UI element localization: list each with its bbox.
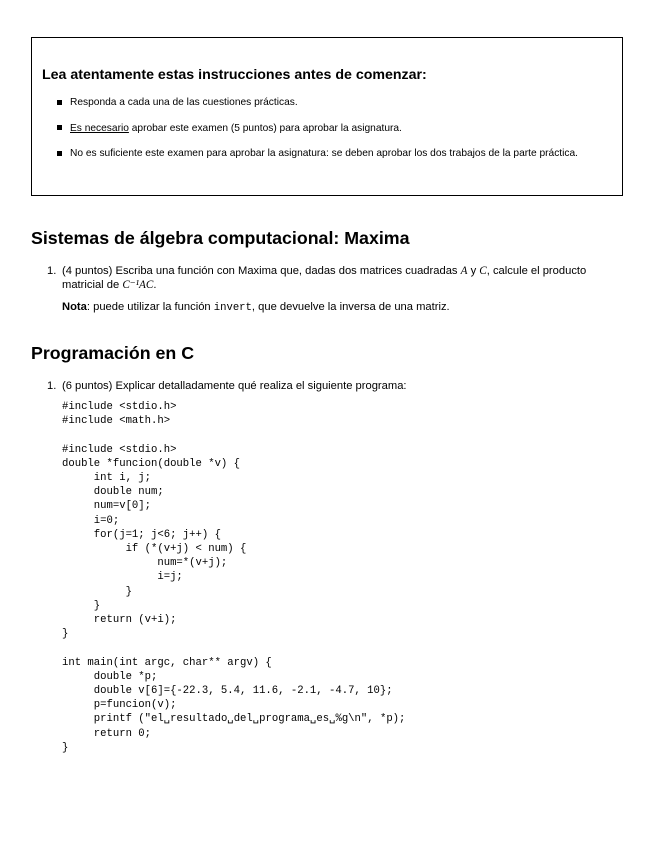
section-title-maxima: Sistemas de álgebra computacional: Maxima xyxy=(31,228,410,248)
question-text-part: , calcule el producto matricial de xyxy=(62,265,587,291)
note-text: : puede utilizar la función xyxy=(86,301,214,313)
note-label: Nota xyxy=(62,301,87,313)
question-c xyxy=(47,379,625,393)
instruction-text: Responda a cada una de las cuestiones prácticas. xyxy=(70,97,298,108)
instruction-emphasis: Es necesario xyxy=(70,122,129,134)
instructions-title: Lea atentamente estas instrucciones antes de comenzar: xyxy=(42,67,427,83)
question-maxima xyxy=(47,264,625,292)
question-number: 1. xyxy=(47,265,57,277)
note-code: invert xyxy=(213,302,252,314)
instruction-item xyxy=(56,96,616,109)
question-text: (6 puntos) Explicar detalladamente qué realiza el siguiente programa: xyxy=(62,380,407,392)
instruction-text: aprobar este examen (5 puntos) para aprobar la asignatura. xyxy=(131,122,402,134)
question-number: 1. xyxy=(47,380,57,392)
math-var: A xyxy=(460,265,468,277)
c-code-listing: #include <stdio.h> #include <math.h> #include <stdio.h> double *funcion(double *v) { int i, j; double num; num=v[0]; i=0; for(j=1; j<6; j++) { if (*(v+j) < num) { num=*(v+j); i=j; } } return (v+i); } int main(int argc, char** argv) { double *p; double v[6]={-22.3, 5.4, 11.6, -2.1, -4.7, 10}; p=funcion(v); printf ("el␣resultado␣del␣programa␣es␣%g\n", *p); return 0; } xyxy=(62,401,406,754)
question-text-part: . xyxy=(153,279,157,291)
instructions-list xyxy=(56,96,616,173)
note-text: , que devuelve la inversa de una matriz. xyxy=(251,301,450,313)
math-var: C xyxy=(479,265,487,277)
question-text-part: (4 puntos) Escriba una función con Maxima que, dadas dos matrices cuadradas xyxy=(62,265,461,277)
question-text-part: y xyxy=(467,265,480,277)
maxima-note xyxy=(62,300,450,315)
math-expression: C⁻¹AC xyxy=(122,279,154,291)
question-text xyxy=(62,264,625,292)
instructions-box xyxy=(31,37,623,196)
instruction-item xyxy=(56,122,616,135)
section-title-c: Programación en C xyxy=(31,343,195,363)
instruction-item xyxy=(56,147,616,160)
instruction-text: No es suficiente este examen para aprobar la asignatura: se deben aprobar los dos trabajos de la parte práctica. xyxy=(70,148,578,159)
